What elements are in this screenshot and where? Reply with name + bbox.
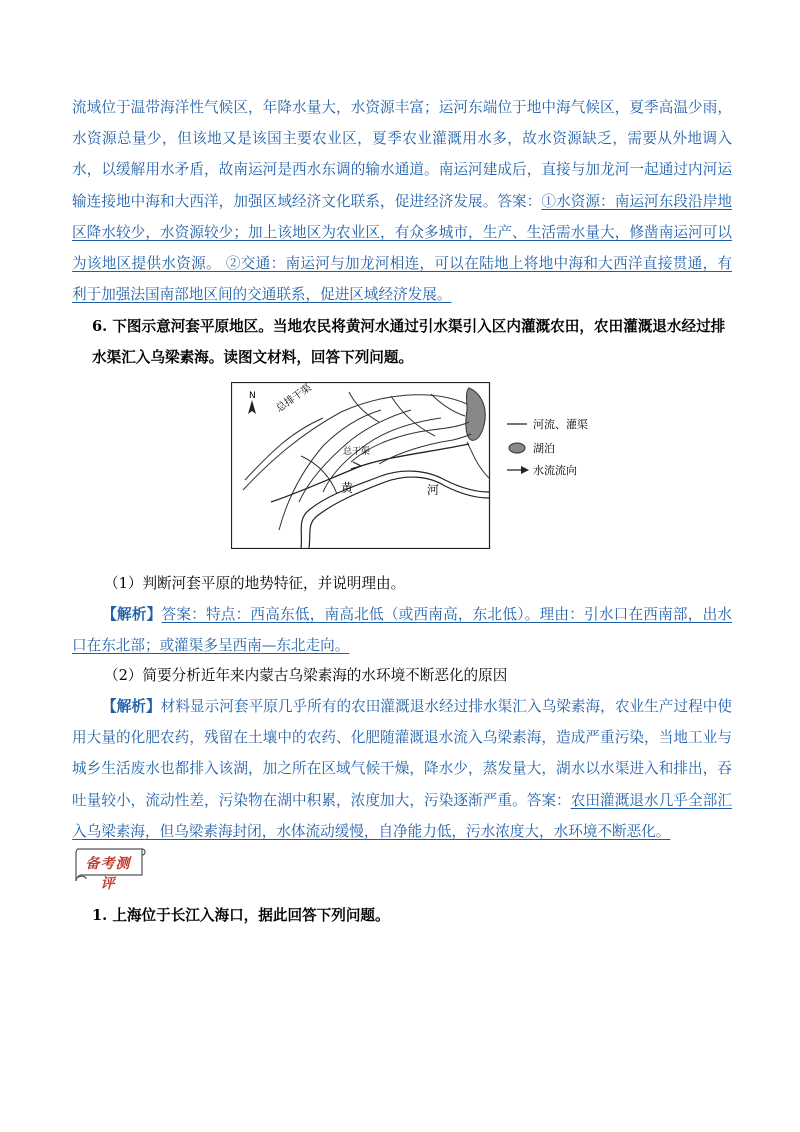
sub2-text: 材料显示河套平原几乎所有的农田灌溉退水经过排水渠汇入乌梁素海，农业生产过程中使用大量的化肥农药，残留在土壤中的农药、化肥随灌溉退水流入乌梁素海，造成严重污染，当地工业与城乡生活废水也都排入该湖，加之所在区域气候干燥，降水少，蒸发量大，湖水以水渠进入和排出，吞吐量较小，流动性差，污染物在湖中积累，浓度加大，污染逐渐严重。答案： xyxy=(72,698,732,809)
sub2-answer: 农田灌溉退水几乎全部汇入乌梁素海，但乌梁素海封闭，水体流动缓慢，自净能力低，污水浓度大，水环境不断恶化。 xyxy=(72,791,732,840)
sub1-answer: 答案：特点：西高东低，南高北低（或西南高，东北低）。理由：引水口在西南部，出水口在东北部；或灌渠多呈西南—东北走向。 xyxy=(72,606,732,655)
legend-lake-swatch xyxy=(509,443,525,453)
intro-answer: ①水资源：南运河东段沿岸地区降水较少，水资源较少；加上该地区为农业区，有众多城市，生产、生活需水量大，修凿南运河可以为该地区提供水资源。 ②交通：南运河与加龙河相连，可以在陆地上将地中海和大西洋直接贯通，有利于加强法国南部地区间的交通联系，促进区域经济发展。 xyxy=(72,192,732,304)
sub2-analysis xyxy=(72,691,732,847)
sub-question-2: （2）简要分析近年来内蒙古乌梁素海的水环境不断恶化的原因 xyxy=(104,667,508,684)
river-label-2: 河 xyxy=(427,483,440,497)
question-6-title: 6. 下图示意河套平原地区。当地农民将黄河水通过引水渠引入区内灌溉农田，农田灌溉退水经过排水渠汇入乌梁素海。读图文材料，回答下列问题。 xyxy=(92,318,726,367)
section-banner-text: 备考测评 xyxy=(85,856,131,892)
hetao-plain-map xyxy=(231,382,603,549)
sub1-tag: 【解析】 xyxy=(102,606,162,623)
sub1-analysis xyxy=(72,599,732,661)
intro-paragraph xyxy=(72,92,732,310)
sub-question-1: （1）判断河套平原的地势特征，并说明理由。 xyxy=(104,575,406,592)
intro-text: 流域位于温带海洋性气候区，年降水量大，水资源丰富；运河东端位于地中海气候区，夏季高温少雨，水资源总量少，但该地又是该国主要农业区，夏季农业灌溉用水多，故水资源缺乏，需要从外地调入水，以缓解用水矛盾，故南运河是西水东调的输水通道。南运河建成后，直接与加龙河一起通过内河运输连接地中海和大西洋，加强区域经济文化联系，促进经济发展。答案： xyxy=(72,99,732,210)
legend-rivers: 河流、灌渠 xyxy=(533,418,588,431)
legend-flow-arrow-icon xyxy=(521,466,529,474)
question-1-title: 1. 上海位于长江入海口，据此回答下列问题。 xyxy=(92,907,390,924)
legend-flow: 水流流向 xyxy=(533,464,577,477)
north-label: N xyxy=(249,391,256,401)
sub2-tag: 【解析】 xyxy=(102,698,161,715)
main-canal-label: 总干渠 xyxy=(343,447,371,457)
river-label-1: 黄 xyxy=(341,481,354,495)
legend-lake: 湖泊 xyxy=(533,442,555,455)
drain-label: 总排干渠 xyxy=(274,382,314,415)
